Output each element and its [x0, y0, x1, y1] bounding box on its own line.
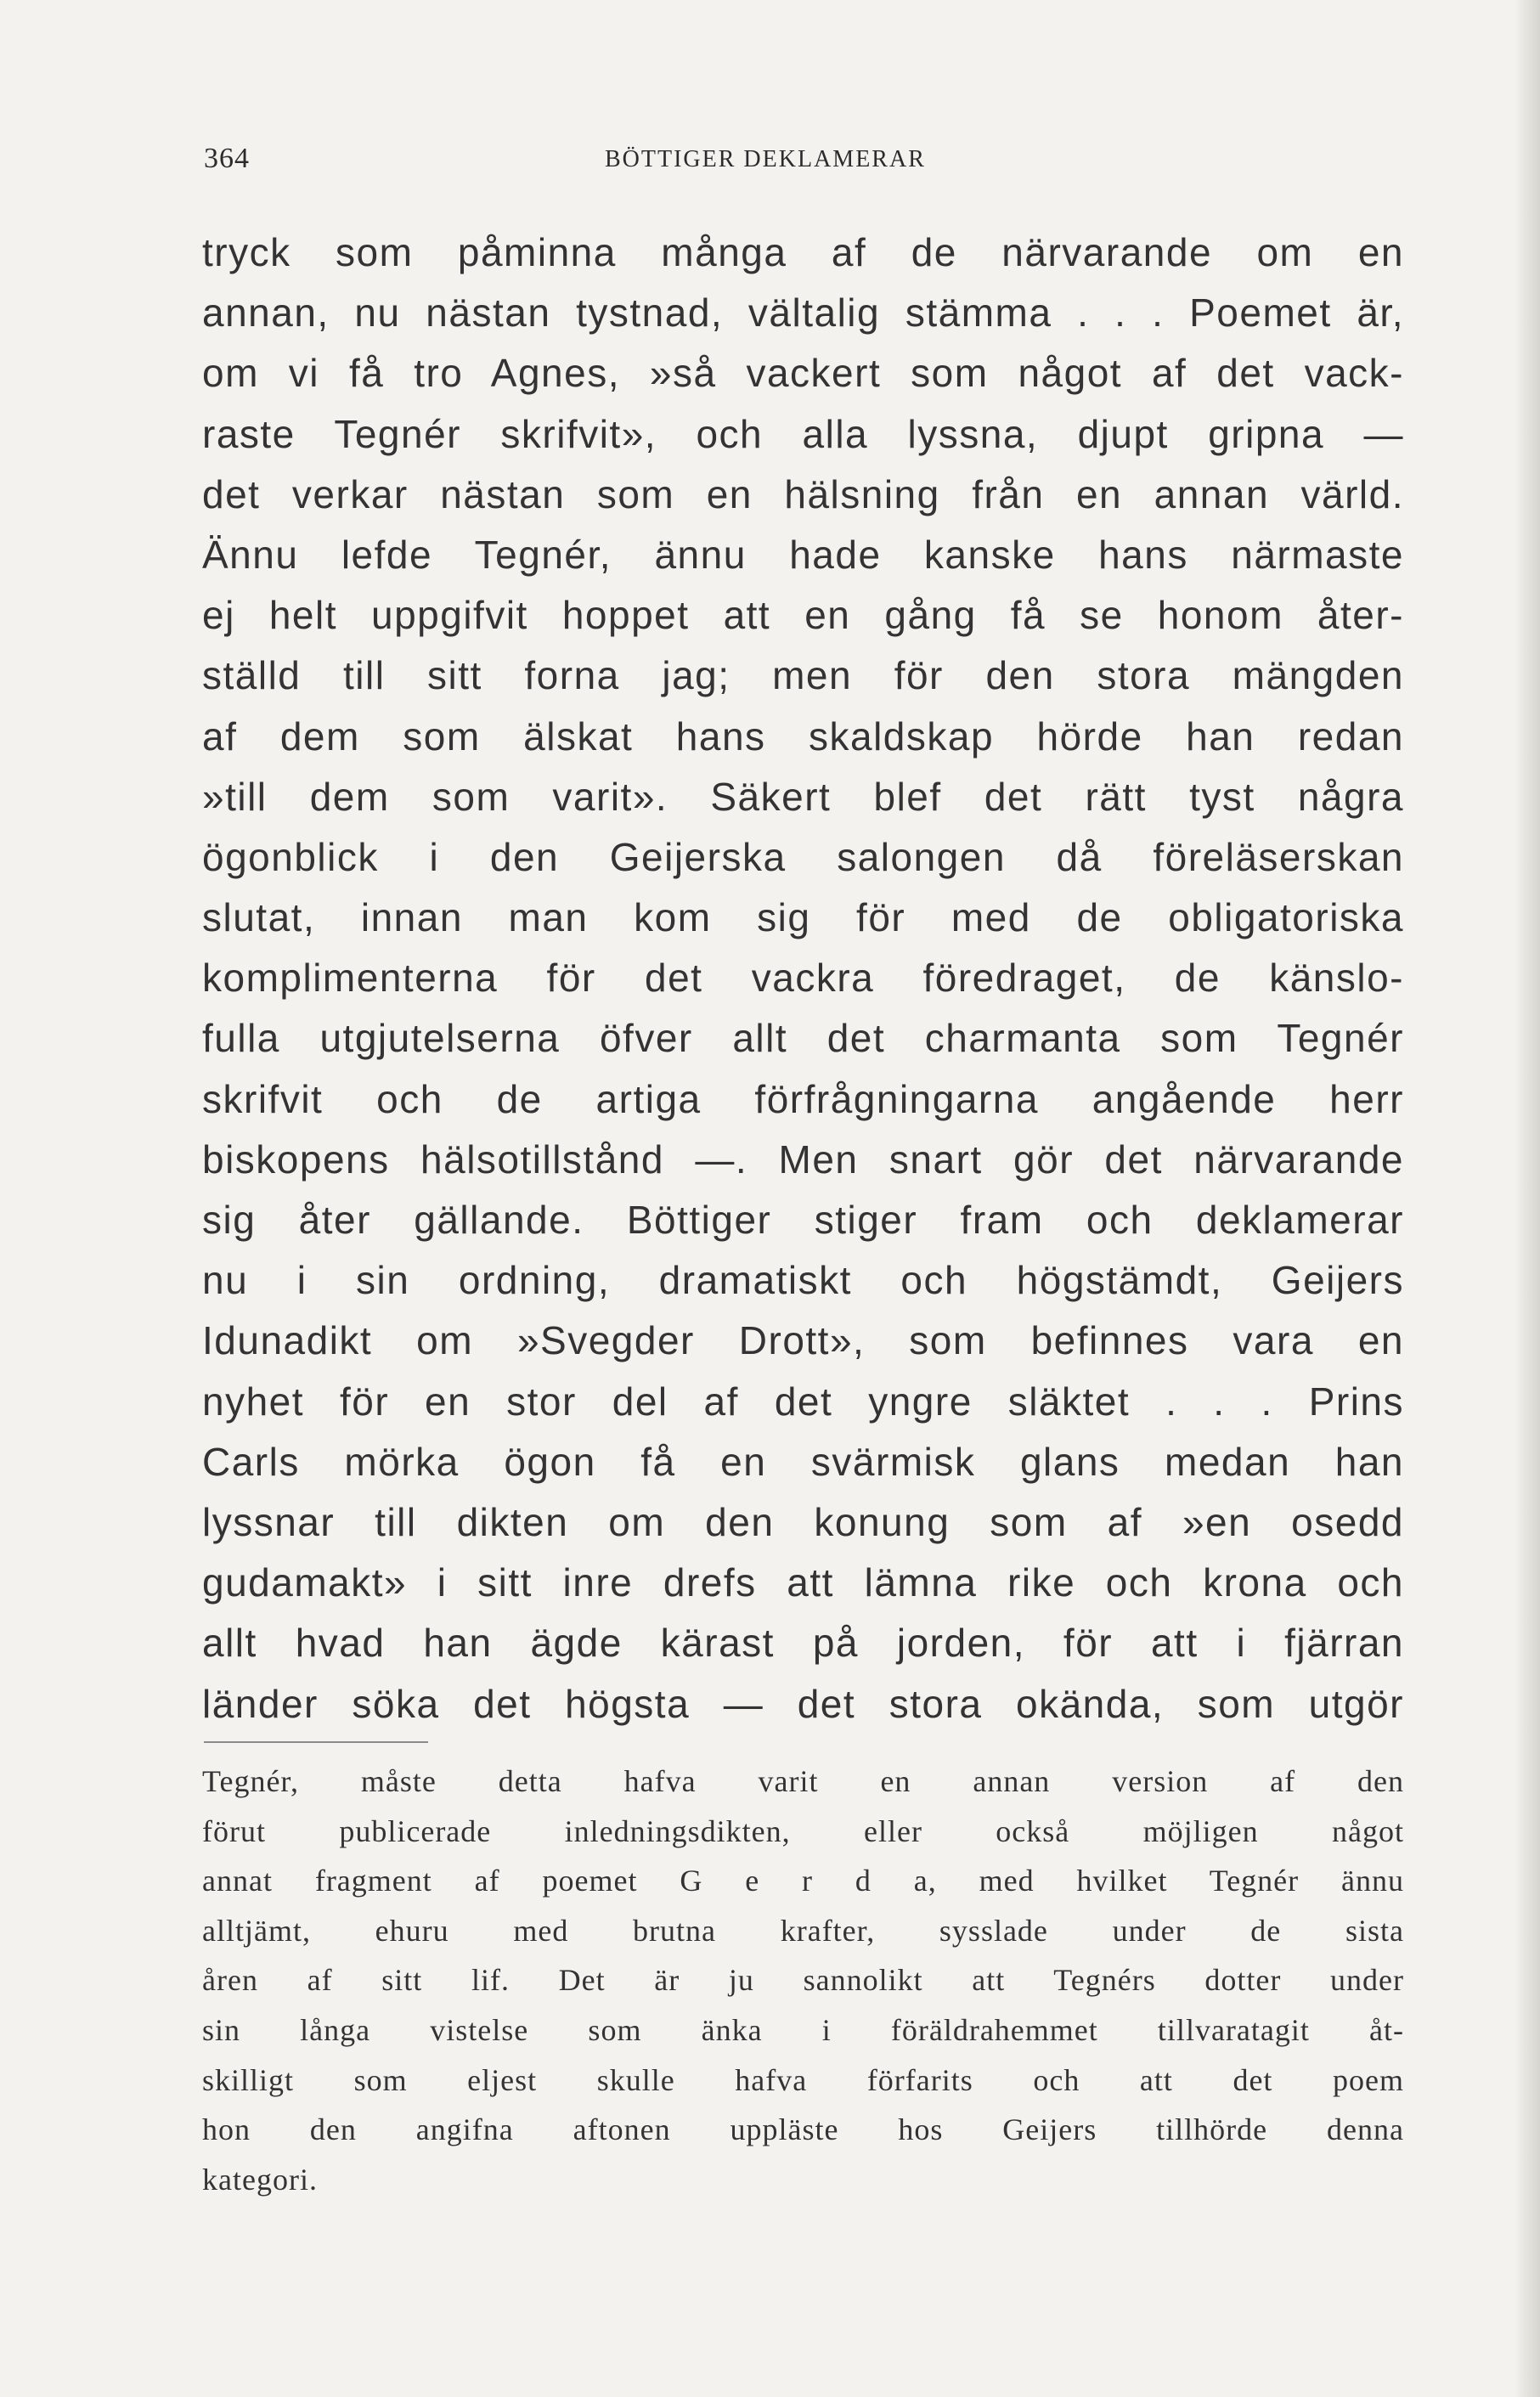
body-line: nyhet för en stor del af det yngre släktet . . . Prins: [202, 1379, 1404, 1424]
footnote-line: förut publicerade inledningsdikten, eller också möjligen något: [202, 1813, 1404, 1848]
footnote-line: hon den angifna aftonen uppläste hos Geijers tillhörde denna: [202, 2112, 1404, 2147]
page-header: [204, 143, 1410, 185]
body-line: sig åter gällande. Böttiger stiger fram och deklamerar: [202, 1198, 1404, 1242]
body-line: lyssnar till dikten om den konung som af »en osedd: [202, 1499, 1404, 1544]
footnote-rule: [204, 1741, 428, 1743]
footnote-line: annat fragment af poemet G e r d a, med hvilket Tegnér ännu: [202, 1864, 1404, 1898]
body-line: skrifvit och de artiga förfrågningarna angående herr: [202, 1076, 1404, 1121]
footnote-line: åren af sitt lif. Det är ju sannolikt att Tegnérs dotter under: [202, 1963, 1404, 1998]
body-line: det verkar nästan som en hälsning från en annan värld.: [202, 471, 1404, 516]
body-line: länder söka det högsta — det stora okända, som utgör: [202, 1681, 1404, 1726]
body-text: [202, 223, 1404, 1734]
body-line: komplimenterna för det vackra föredraget, de känslo-: [202, 956, 1404, 1001]
body-line: slutat, innan man kom sig för med de obligatoriska: [202, 895, 1404, 940]
footnote-line: kategori.: [202, 2162, 318, 2197]
body-line: raste Tegnér skrifvit», och alla lyssna, djupt gripna —: [202, 411, 1404, 456]
running-head: BÖTTIGER DEKLAMERAR: [605, 146, 926, 172]
body-line: nu i sin ordning, dramatiskt och högstämdt, Geijers: [202, 1258, 1404, 1303]
footnote-line: sin långa vistelse som änka i föräldrahemmet tillvaratagit åt-: [202, 2012, 1404, 2047]
body-line: tryck som påminna många af de närvarande om en: [202, 230, 1404, 274]
body-line: annan, nu nästan tystnad, vältalig stämma . . . Poemet är,: [202, 290, 1404, 336]
page-number: 364: [204, 143, 250, 174]
body-line: Ännu lefde Tegnér, ännu hade kanske hans närmaste: [202, 532, 1404, 577]
body-line: af dem som älskat hans skaldskap hörde han redan: [202, 713, 1404, 759]
body-line: om vi få tro Agnes, »så vackert som något af det vack-: [202, 351, 1404, 396]
body-line: ställd till sitt forna jag; men för den stora mängden: [202, 653, 1404, 698]
body-line: ej helt uppgifvit hoppet att en gång få se honom åter-: [202, 593, 1404, 638]
body-line: allt hvad han ägde kärast på jorden, för att i fjärran: [202, 1621, 1404, 1666]
footnote-line: skilligt som eljest skulle hafva förfarits och att det poem: [202, 2062, 1404, 2097]
body-line: »till dem som varit». Säkert blef det rätt tyst några: [202, 774, 1404, 819]
footnote-line: Tegnér, måste detta hafva varit en annan version af den: [202, 1764, 1404, 1798]
footnote-line: alltjämt, ehuru med brutna krafter, sysslade under de sista: [202, 1913, 1404, 1948]
footnote: [202, 1757, 1404, 2204]
body-line: fulla utgjutelserna öfver allt det charmanta som Tegnér: [202, 1016, 1404, 1061]
page-edge: [1515, 0, 1540, 2397]
body-line: Idunadikt om »Svegder Drott», som befinnes vara en: [202, 1318, 1404, 1363]
body-line: gudamakt» i sitt inre drefs att lämna rike och krona och: [202, 1560, 1404, 1605]
body-line: Carls mörka ögon få en svärmisk glans medan han: [202, 1439, 1404, 1484]
body-line: ögonblick i den Geijerska salongen då föreläserskan: [202, 834, 1404, 879]
body-line: biskopens hälsotillstånd —. Men snart gör det närvarande: [202, 1136, 1404, 1182]
